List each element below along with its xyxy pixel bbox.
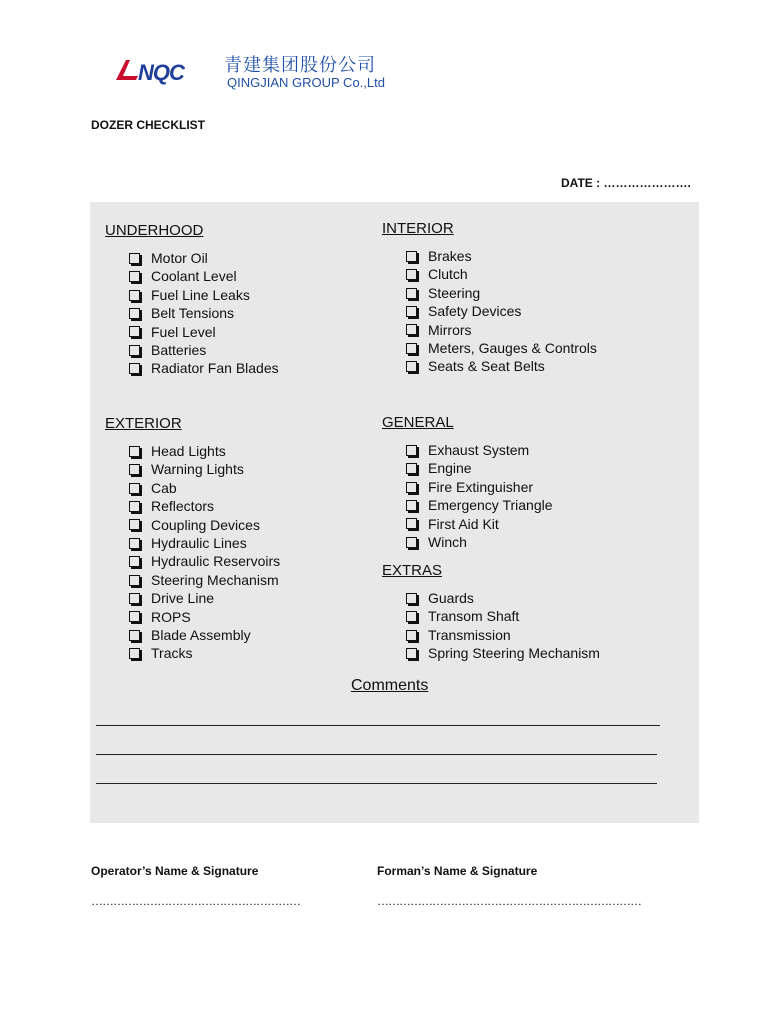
comment-line-2[interactable] bbox=[96, 754, 657, 755]
checkbox-icon[interactable] bbox=[406, 518, 417, 529]
checkbox-icon[interactable] bbox=[406, 648, 417, 659]
checkbox-icon[interactable] bbox=[406, 611, 417, 622]
checklist-item[interactable]: Drive Line bbox=[129, 589, 280, 607]
checklist-item[interactable]: Spring Steering Mechanism bbox=[406, 644, 600, 662]
checkbox-icon[interactable] bbox=[406, 269, 417, 280]
comments-title: Comments bbox=[351, 677, 429, 694]
checkbox-icon[interactable] bbox=[406, 288, 417, 299]
operator-signature-label: Operator’s Name & Signature bbox=[91, 864, 259, 878]
section-exterior bbox=[105, 415, 280, 663]
checklist-item[interactable]: Safety Devices bbox=[406, 302, 597, 320]
section-underhood bbox=[105, 222, 279, 378]
checkbox-icon[interactable] bbox=[406, 482, 417, 493]
document-title: DOZER CHECKLIST bbox=[91, 118, 205, 132]
checklist-item[interactable]: Coupling Devices bbox=[129, 516, 280, 534]
checkbox-icon[interactable] bbox=[129, 593, 140, 604]
checklist-item[interactable]: Head Lights bbox=[129, 442, 280, 460]
checklist-item[interactable]: Batteries bbox=[129, 341, 279, 359]
checklist-item[interactable]: Seats & Seat Belts bbox=[406, 357, 597, 375]
checkbox-icon[interactable] bbox=[129, 326, 140, 337]
checklist-item[interactable]: Emergency Triangle bbox=[406, 496, 553, 514]
checklist-item[interactable]: First Aid Kit bbox=[406, 515, 553, 533]
checklist-item[interactable]: ROPS bbox=[129, 608, 280, 626]
checkbox-icon[interactable] bbox=[129, 648, 140, 659]
checkbox-icon[interactable] bbox=[129, 556, 140, 567]
cnqc-logo bbox=[114, 56, 204, 86]
checklist-item[interactable]: Tracks bbox=[129, 644, 280, 662]
checklist-item[interactable]: Fuel Level bbox=[129, 323, 279, 341]
checkbox-icon[interactable] bbox=[129, 253, 140, 264]
company-name-english: QINGJIAN GROUP Co.,Ltd bbox=[227, 75, 385, 90]
checklist-item[interactable]: Reflectors bbox=[129, 497, 280, 515]
section-title: EXTRAS bbox=[382, 562, 443, 579]
section-title: EXTERIOR bbox=[105, 415, 182, 432]
checkbox-icon[interactable] bbox=[129, 575, 140, 586]
svg-text:NQC: NQC bbox=[138, 60, 184, 85]
checklist-item[interactable]: Brakes bbox=[406, 247, 597, 265]
checklist-item[interactable]: Warning Lights bbox=[129, 460, 280, 478]
checklist-panel bbox=[90, 202, 699, 823]
checkbox-icon[interactable] bbox=[129, 483, 140, 494]
company-name-chinese: 青建集团股份公司 bbox=[224, 55, 376, 76]
checklist-item[interactable]: Belt Tensions bbox=[129, 304, 279, 322]
checkbox-icon[interactable] bbox=[129, 464, 140, 475]
section-title: UNDERHOOD bbox=[105, 222, 204, 239]
checkbox-icon[interactable] bbox=[129, 501, 140, 512]
section-title: INTERIOR bbox=[382, 220, 454, 237]
checkbox-icon[interactable] bbox=[129, 538, 140, 549]
date-field[interactable]: DATE : …………………. bbox=[561, 176, 691, 190]
checkbox-icon[interactable] bbox=[406, 324, 417, 335]
checklist-item[interactable]: Cab bbox=[129, 479, 280, 497]
checkbox-icon[interactable] bbox=[406, 361, 417, 372]
checkbox-icon[interactable] bbox=[406, 343, 417, 354]
checklist-item[interactable]: Fuel Line Leaks bbox=[129, 286, 279, 304]
checklist-item[interactable]: Radiator Fan Blades bbox=[129, 359, 279, 377]
checklist-item[interactable]: Steering Mechanism bbox=[129, 571, 280, 589]
checklist-item[interactable]: Hydraulic Reservoirs bbox=[129, 552, 280, 570]
checkbox-icon[interactable] bbox=[406, 251, 417, 262]
checkbox-icon[interactable] bbox=[406, 445, 417, 456]
forman-signature-label: Forman’s Name & Signature bbox=[377, 864, 538, 878]
checklist-item[interactable]: Hydraulic Lines bbox=[129, 534, 280, 552]
checkbox-icon[interactable] bbox=[406, 463, 417, 474]
checklist-item[interactable]: Winch bbox=[406, 533, 553, 551]
checkbox-icon[interactable] bbox=[406, 306, 417, 317]
checklist-item[interactable]: Blade Assembly bbox=[129, 626, 280, 644]
checkbox-icon[interactable] bbox=[129, 519, 140, 530]
checklist-item[interactable]: Meters, Gauges & Controls bbox=[406, 339, 597, 357]
checklist-item[interactable]: Motor Oil bbox=[129, 249, 279, 267]
checkbox-icon[interactable] bbox=[129, 363, 140, 374]
checkbox-icon[interactable] bbox=[129, 345, 140, 356]
checkbox-icon[interactable] bbox=[406, 500, 417, 511]
checklist-item[interactable]: Steering bbox=[406, 284, 597, 302]
section-extras bbox=[382, 562, 600, 663]
checkbox-icon[interactable] bbox=[129, 446, 140, 457]
checklist-item[interactable]: Exhaust System bbox=[406, 441, 553, 459]
section-interior bbox=[382, 220, 597, 376]
checkbox-icon[interactable] bbox=[129, 611, 140, 622]
checkbox-icon[interactable] bbox=[406, 630, 417, 641]
checkbox-icon[interactable] bbox=[129, 290, 140, 301]
checkbox-icon[interactable] bbox=[129, 630, 140, 641]
forman-signature-line[interactable]: ……………………………………………………………… bbox=[377, 894, 641, 908]
checklist-item[interactable]: Transmission bbox=[406, 626, 600, 644]
checkbox-icon[interactable] bbox=[129, 271, 140, 282]
checklist-item[interactable]: Clutch bbox=[406, 265, 597, 283]
checkbox-icon[interactable] bbox=[129, 308, 140, 319]
checklist-item[interactable]: Guards bbox=[406, 589, 600, 607]
section-title: GENERAL bbox=[382, 414, 454, 431]
checklist-item[interactable]: Fire Extinguisher bbox=[406, 478, 553, 496]
checkbox-icon[interactable] bbox=[406, 593, 417, 604]
checklist-item[interactable]: Mirrors bbox=[406, 321, 597, 339]
checklist-item[interactable]: Engine bbox=[406, 459, 553, 477]
checklist-item[interactable]: Transom Shaft bbox=[406, 607, 600, 625]
comment-line-1[interactable] bbox=[96, 725, 660, 726]
checkbox-icon[interactable] bbox=[406, 537, 417, 548]
comment-line-3[interactable] bbox=[96, 783, 657, 784]
checklist-item[interactable]: Coolant Level bbox=[129, 267, 279, 285]
section-general bbox=[382, 414, 553, 551]
operator-signature-line[interactable]: ………………………………………………… bbox=[91, 894, 300, 908]
